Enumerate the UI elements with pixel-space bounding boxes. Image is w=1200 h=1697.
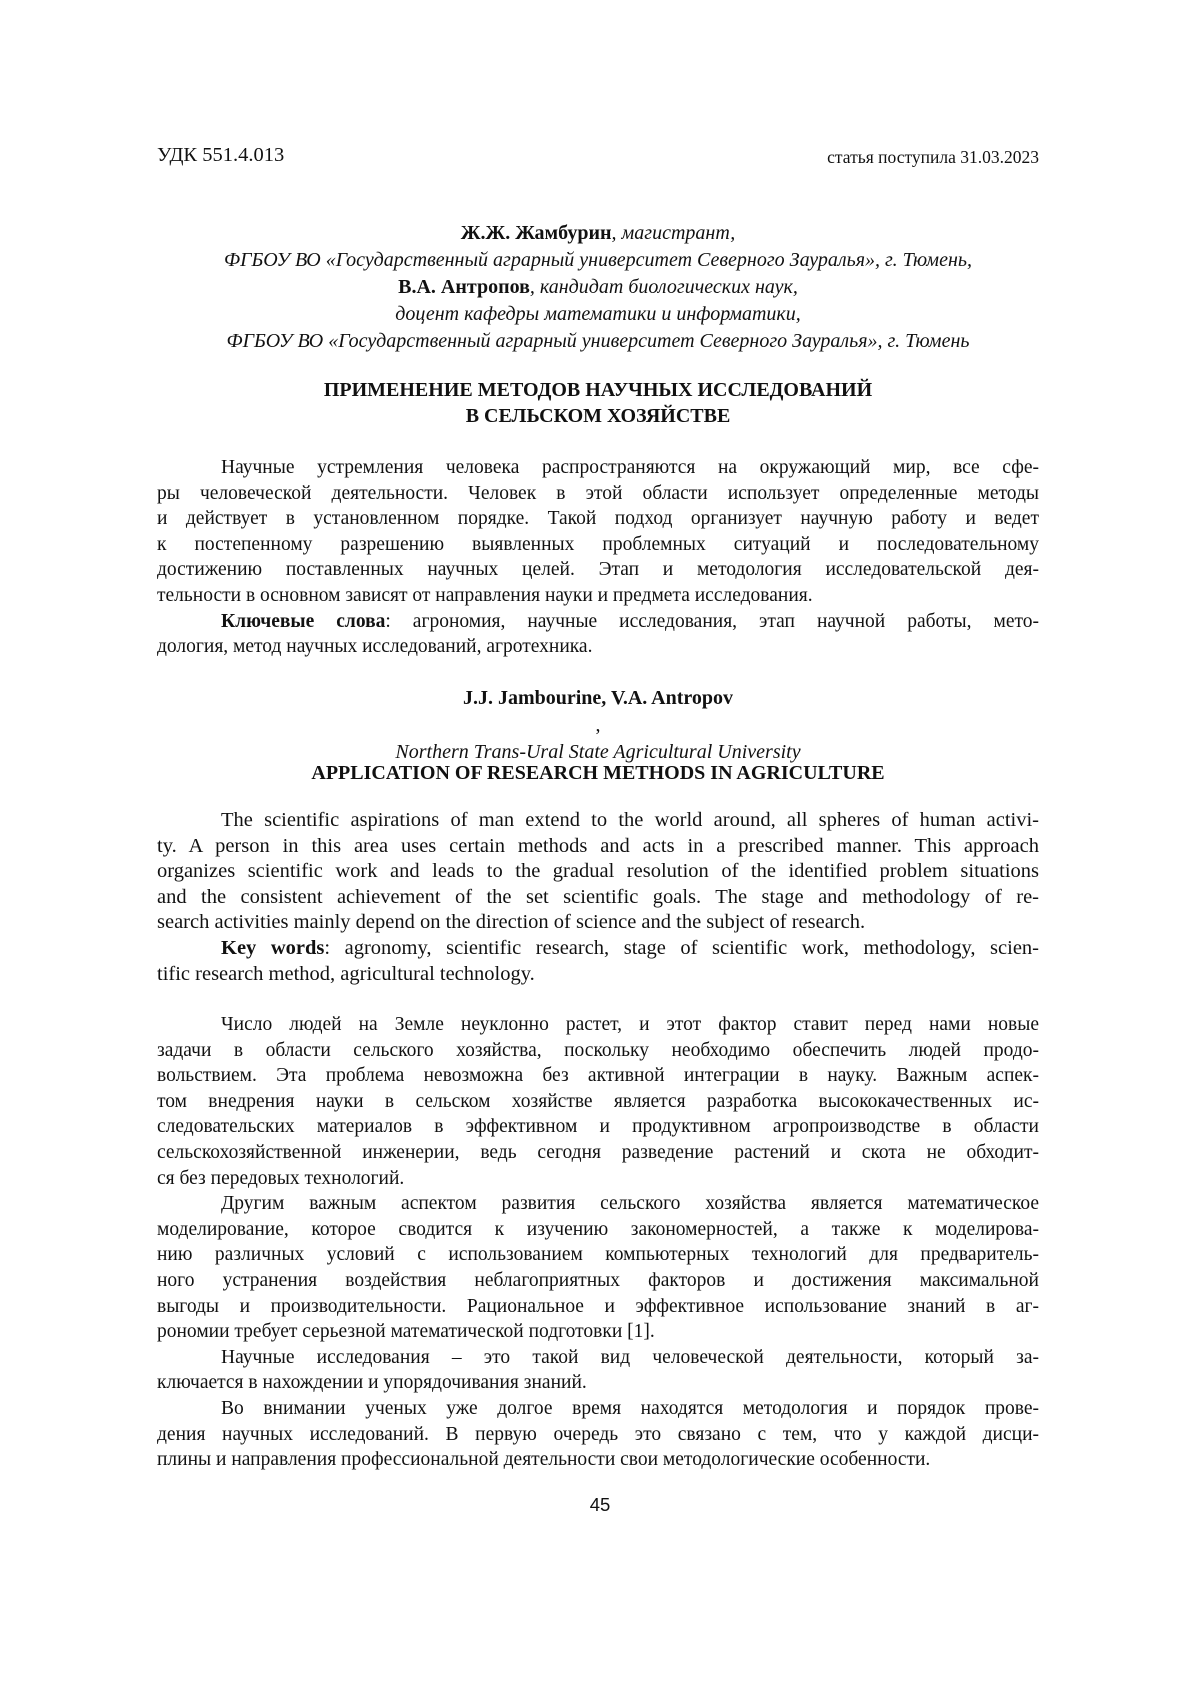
body-line: Во внимании ученых уже долгое время находятся методология и порядок прове- xyxy=(221,1397,1039,1419)
body-line: вольствием. Эта проблема невозможна без активной интеграции в науку. Важным аспек- xyxy=(157,1065,1039,1087)
body-line: рономии требует серьезной математической подготовки [1]. xyxy=(157,1321,655,1343)
abstract-en-line: ty. A person in this area uses certain methods and acts in a prescribed manner. This approach xyxy=(157,834,1039,857)
body-line: моделирование, которое сводится к изучению закономерностей, а также к моделирова- xyxy=(157,1218,1039,1240)
abstract-ru xyxy=(157,455,1039,660)
affiliation-1: ФГБОУ ВО «Государственный аграрный университет Северного Зауралья», г. Тюмень, xyxy=(224,249,972,271)
body-line: задачи в области сельского хозяйства, поскольку необходимо обеспечить людей продо- xyxy=(157,1039,1039,1061)
article-title-ru xyxy=(157,377,1039,429)
authors-en-names: J.J. Jambourine, V.A. Antropov , xyxy=(462,687,734,736)
keywords-en-label: Key words xyxy=(221,936,325,959)
body-line: Число людей на Земле неуклонно растет, и этот фактор ставит перед нами новые xyxy=(221,1014,1039,1035)
body-line: выгоды и производительности. Рациональное и эффективное использование знаний в аг- xyxy=(157,1295,1039,1317)
abstract-en xyxy=(157,808,1039,987)
affiliation-2: ФГБОУ ВО «Государственный аграрный университет Северного Зауралья», г. Тюмень xyxy=(226,330,970,352)
author-1-name: Ж.Ж. Жамбурин xyxy=(460,222,612,244)
author-2-role: , кандидат биологических наук, xyxy=(529,276,798,298)
body-line: Научные исследования – это такой вид человеческой деятельности, который за- xyxy=(221,1346,1039,1368)
body-line: дения научных исследований. В первую очередь это связано с тем, что у каждой дисци- xyxy=(157,1423,1039,1445)
author-1-line xyxy=(157,220,1039,247)
article-title-en: APPLICATION OF RESEARCH METHODS IN AGRICULTURE xyxy=(311,762,885,784)
abstract-ru-line: ры человеческой деятельности. Человек в этой области использует определенные методы xyxy=(157,482,1039,504)
abstract-en-line: and the consistent achievement of the set scientific goals. The stage and methodology of re- xyxy=(157,885,1039,908)
abstract-ru-line: Научные устремления человека распространяются на окружающий мир, все сфе- xyxy=(221,457,1039,478)
body-line: Другим важным аспектом развития сельского хозяйства является математическое xyxy=(221,1193,1039,1215)
author-2-line xyxy=(157,274,1039,301)
authors-ru xyxy=(157,220,1039,355)
body-line: сельскохозяйственной инженерии, ведь сегодня разведение растений и скота не обходит- xyxy=(157,1141,1039,1163)
received-date: статья поступила 31.03.2023 xyxy=(827,147,1039,167)
author-2-position: доцент кафедры математики и информатики, xyxy=(395,303,801,325)
author-1-role: , магистрант, xyxy=(611,222,736,244)
article-header xyxy=(157,143,1039,171)
title-ru-line-1: ПРИМЕНЕНИЕ МЕТОДОВ НАУЧНЫХ ИССЛЕДОВАНИЙ xyxy=(323,379,873,401)
keywords-ru-label: Ключевые слова xyxy=(221,610,386,632)
title-ru-line-2: В СЕЛЬСКОМ ХОЗЯЙСТВЕ xyxy=(465,405,731,427)
authors-en-affiliation: Northern Trans-Ural State Agricultural University xyxy=(395,741,801,763)
body-line: том внедрения науки в сельском хозяйстве является разработка высококачественных ис- xyxy=(157,1090,1039,1112)
body-line: следовательских материалов в эффективном и продуктивном агропроизводстве в области xyxy=(157,1116,1039,1138)
udk-code: УДК 551.4.013 xyxy=(157,144,285,166)
article-body xyxy=(157,1012,1039,1473)
abstract-en-line: The scientific aspirations of man extend to the world around, all spheres of human activi- xyxy=(221,809,1039,831)
abstract-en-line: search activities mainly depend on the direction of science and the subject of research. xyxy=(157,911,866,934)
body-line: плины и направления профессиональной деятельности свои методологические особенности. xyxy=(157,1449,931,1471)
authors-en xyxy=(157,685,1039,766)
abstract-ru-line: достижению поставленных научных целей. Этап и методология исследовательской дея- xyxy=(157,559,1039,581)
author-2-name: В.А. Антропов xyxy=(398,276,530,298)
keywords-en: Key words: agronomy, scientific research, stage of scientific work, methodology, scien- xyxy=(221,936,1040,959)
abstract-ru-line: к постепенному разрешению выявленных проблемных ситуаций и последовательному xyxy=(157,533,1039,555)
abstract-ru-line: тельности в основном зависят от направления науки и предмета исследования. xyxy=(157,584,813,606)
body-line: ного устранения воздействия неблагоприятных факторов и достижения максимальной xyxy=(157,1269,1039,1291)
keywords-ru-line-2: дология, метод научных исследований, агротехника. xyxy=(157,636,593,658)
keywords-en-line-2: tific research method, agricultural technology. xyxy=(157,962,535,985)
abstract-ru-line: и действует в установленном порядке. Такой подход организует научную работу и ведет xyxy=(157,508,1039,530)
body-line: ся без передовых технологий. xyxy=(157,1167,405,1189)
body-line: нию различных условий с использованием компьютерных технологий для предваритель- xyxy=(157,1244,1039,1266)
body-line: ключается в нахождении и упорядочивания знаний. xyxy=(157,1372,587,1394)
abstract-en-line: organizes scientific work and leads to the gradual resolution of the identified problem situations xyxy=(157,860,1039,883)
keywords-ru: Ключевые слова: агрономия, научные исследования, этап научной работы, мето- xyxy=(221,610,1039,632)
page-number: 45 xyxy=(589,1494,611,1515)
